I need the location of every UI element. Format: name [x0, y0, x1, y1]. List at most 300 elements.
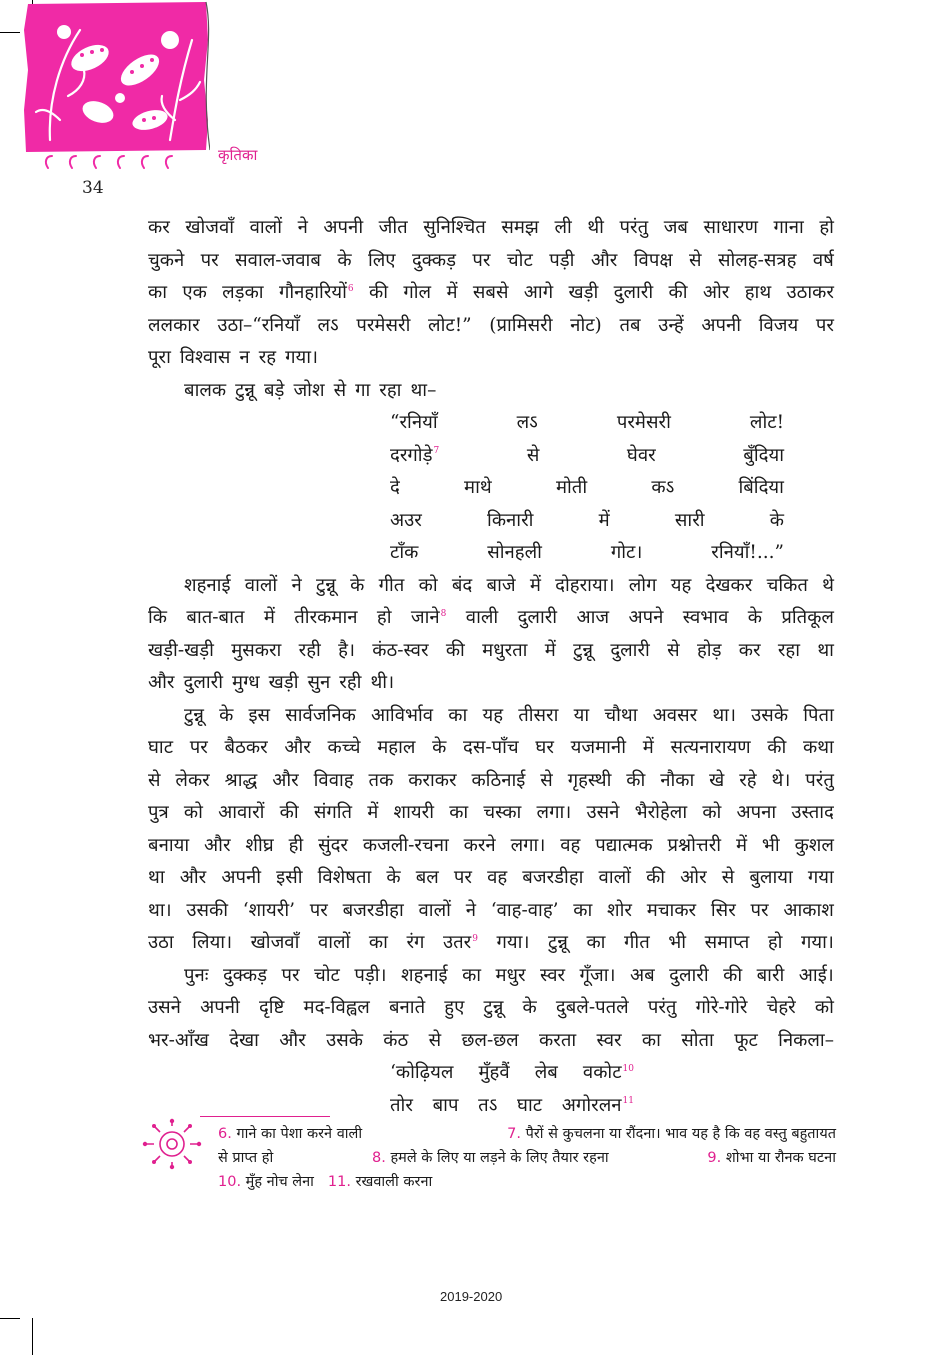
word: का	[368, 932, 388, 953]
word: थी	[587, 217, 604, 238]
word: बुलाया	[749, 867, 793, 888]
word: टुन्नू	[548, 932, 568, 953]
word: परंतु	[805, 769, 834, 791]
word: अपनी	[221, 867, 262, 888]
word: लऽ	[317, 314, 339, 336]
word: श्राद्ध	[224, 769, 258, 791]
verse-line	[390, 407, 784, 440]
word: थे।	[771, 769, 791, 791]
word: दुलारी	[183, 672, 224, 693]
word: में	[446, 282, 458, 303]
word: इस	[248, 704, 271, 726]
word: किनारी	[487, 509, 534, 531]
word: वालों	[418, 899, 451, 921]
word: दुलारी	[610, 639, 650, 661]
word: समझ	[501, 217, 539, 238]
word: चुकने	[148, 249, 185, 271]
word: कठिनाई	[471, 769, 526, 791]
word: और	[279, 1029, 306, 1051]
footnote-rule	[200, 1116, 330, 1117]
paragraph-line	[148, 570, 834, 603]
word: बुँदिया	[743, 444, 784, 466]
paragraph-line	[148, 830, 834, 863]
word: को	[183, 802, 203, 823]
word: न	[239, 347, 250, 368]
word: स्वभाव	[682, 607, 729, 628]
word: कर	[148, 217, 170, 238]
word: फूट	[734, 1029, 758, 1051]
paragraph-line	[148, 667, 834, 700]
word: घाट	[517, 1094, 543, 1116]
word: ने	[291, 574, 302, 596]
word: लेकर	[175, 769, 210, 791]
word: या	[573, 704, 590, 726]
word: की	[279, 802, 299, 823]
word: सार्वजनिक	[285, 704, 356, 726]
word: अगोरलन$^{11}$	[561, 1094, 634, 1116]
word: कराकर	[408, 769, 457, 791]
word: खड़ी	[568, 282, 599, 303]
word: सुनिश्चित	[423, 217, 486, 238]
word: गीत	[378, 574, 405, 596]
academic-year: 2019-2020	[440, 1289, 503, 1304]
word: दुलारी	[613, 282, 654, 303]
paragraph-line	[148, 992, 834, 1025]
word: में	[529, 574, 541, 596]
word: नोट)	[570, 314, 602, 336]
crop-mark	[0, 32, 20, 33]
word: में	[642, 737, 654, 758]
footnote-text: मुँह नोच लेना	[245, 1174, 314, 1190]
paragraph-line	[148, 212, 834, 245]
word: सुंदर	[318, 834, 348, 856]
word: और	[179, 867, 207, 888]
word: शहनाई	[184, 574, 231, 596]
word: अवसर	[652, 704, 698, 726]
word: बालक	[184, 379, 227, 401]
word: को	[702, 802, 722, 823]
word: उसके	[326, 1029, 363, 1051]
word: उन्हें	[658, 314, 684, 336]
word: में	[367, 802, 379, 823]
word: का	[148, 282, 167, 303]
word: को	[418, 574, 438, 596]
word: आई।	[798, 964, 834, 986]
paragraph-line	[148, 862, 834, 895]
word: से	[148, 769, 161, 791]
footnote-marker: 7	[433, 446, 440, 457]
word: कच्चे	[327, 737, 361, 758]
word: इसी	[276, 867, 303, 888]
word: में	[263, 607, 275, 628]
word: तब	[619, 314, 641, 336]
footnote-marker: 11	[622, 1096, 634, 1107]
word: दुक्कड़	[411, 249, 456, 271]
word: यह	[670, 574, 692, 596]
word: देखा	[229, 1029, 259, 1051]
word: ही	[288, 834, 304, 856]
word: से	[667, 639, 680, 661]
word: बजरडीहा	[342, 899, 404, 921]
word: वकोट$^{10}$	[582, 1062, 634, 1083]
word: से	[333, 379, 347, 401]
word: रही	[339, 672, 362, 693]
word: “रनियाँ	[390, 412, 438, 433]
footnote-number: 9.	[707, 1150, 722, 1166]
word: विवाह	[313, 769, 354, 791]
footnote-marker: 9	[472, 933, 478, 944]
paragraph-line	[148, 245, 834, 278]
word: बात-बात	[186, 607, 245, 628]
word: गया।	[800, 932, 834, 953]
paragraph-line	[148, 602, 834, 635]
word: पिता	[803, 704, 834, 726]
word: ने	[465, 899, 476, 921]
word: पर	[189, 737, 208, 758]
word: से	[428, 1029, 442, 1051]
page-number: 34	[82, 178, 104, 198]
book-title: कृतिका	[218, 146, 258, 164]
word: हो	[767, 932, 783, 953]
word: तऽ	[478, 1094, 498, 1116]
word: चौथा	[604, 704, 638, 726]
word: दे	[390, 477, 400, 498]
word: सोनहली	[487, 542, 542, 563]
word: था।	[148, 899, 172, 921]
word: अपनी	[701, 314, 742, 336]
word: अपनी	[200, 997, 240, 1018]
crop-mark	[0, 1318, 20, 1319]
word: सुन	[307, 672, 331, 693]
footnote-text: हमले के लिए या लड़ने के लिए तैयार रहना	[390, 1150, 609, 1166]
word: गृहस्थी	[567, 769, 612, 791]
word: यह	[482, 704, 504, 726]
word: पूरा	[148, 347, 171, 368]
word: से	[526, 444, 540, 466]
word: गया।	[285, 347, 319, 368]
word: कुशल	[794, 834, 834, 856]
word: उठाकर	[786, 282, 834, 303]
word: हो	[376, 607, 392, 628]
word: रंग	[406, 932, 425, 953]
word: टुन्नू	[316, 574, 336, 596]
word: दरगोड़े$^7$	[390, 444, 440, 466]
verse-line	[390, 1090, 634, 1123]
word: सवाल-जवाब	[235, 249, 321, 271]
word: हुए	[444, 997, 465, 1018]
word: और	[590, 249, 618, 271]
verse-line	[390, 537, 784, 570]
word: वर्ष	[812, 249, 834, 271]
word: से	[540, 769, 553, 791]
word: लगा।	[536, 802, 572, 823]
word: तीसरा	[518, 704, 559, 726]
word: अउर	[390, 509, 422, 531]
word: ओर	[680, 867, 707, 888]
word: पर	[309, 899, 328, 921]
verse-line	[390, 472, 784, 505]
word: ‘वाह-वाह’	[490, 899, 559, 921]
verse-line	[390, 1057, 634, 1090]
paragraph-line	[148, 1025, 834, 1058]
word: छल-छल	[461, 1029, 519, 1051]
word: रनियाँ!...”	[711, 542, 784, 563]
word: साधारण	[703, 217, 758, 238]
word: प्रश्नोत्तरी	[667, 834, 722, 856]
word: उस्ताद	[791, 802, 834, 823]
word: दुबले-पतले	[555, 997, 629, 1018]
word: लिए	[367, 249, 396, 271]
word: आविर्भाव	[371, 704, 434, 726]
word: अब	[629, 964, 655, 986]
word: सबसे	[472, 282, 509, 303]
word: करने	[463, 834, 496, 856]
word: चोट	[314, 964, 340, 986]
word: मचाकर	[646, 899, 697, 921]
word: मुसकरा	[231, 639, 282, 661]
word: खोजवाँ	[185, 217, 235, 238]
word: पर	[200, 249, 219, 271]
word: गोल	[403, 282, 432, 303]
word: नौका	[660, 769, 695, 791]
word: का	[641, 1029, 661, 1051]
word: पुत्र	[148, 802, 169, 823]
intro-line	[148, 375, 834, 408]
word: बिंदिया	[738, 477, 784, 498]
word: की	[369, 282, 388, 303]
word: बाजे	[486, 574, 516, 596]
word: खोजवाँ	[250, 932, 300, 953]
word: निकला–	[778, 1029, 834, 1051]
word: सत्यनारायण	[670, 737, 751, 758]
word: पड़ी	[549, 249, 575, 271]
crop-mark	[32, 1318, 33, 1355]
word: और	[284, 737, 311, 758]
word: सिर	[710, 899, 736, 921]
footnote-number: 11.	[327, 1174, 351, 1190]
word: दृष्टि	[258, 997, 285, 1018]
paragraph-line	[148, 797, 834, 830]
word: गोरे-गोरे	[695, 997, 748, 1018]
paragraph-line	[148, 277, 834, 310]
word: स्वर	[540, 964, 566, 986]
word: लगा।	[510, 834, 546, 856]
word: लोट!”	[428, 314, 472, 336]
word: के	[432, 737, 447, 758]
footnotes	[218, 1122, 836, 1194]
word: के	[747, 607, 762, 628]
word: महाल	[377, 737, 416, 758]
word: गीत	[623, 932, 650, 953]
footnote-line	[218, 1122, 836, 1146]
word: मधुर	[495, 964, 526, 986]
word: होड़	[696, 639, 722, 661]
word: भी	[761, 834, 780, 856]
word: गोट।	[610, 542, 643, 563]
word: विपक्ष	[633, 249, 673, 271]
word: बनाया	[148, 834, 190, 856]
word: प्रतिकूल	[781, 607, 834, 628]
word: बाप	[432, 1094, 459, 1116]
word: बैठकर	[224, 737, 268, 758]
paragraph-line	[148, 635, 834, 668]
word: तोर	[390, 1094, 413, 1116]
footnote-text: रखवाली करना	[355, 1174, 433, 1190]
word: उसने	[148, 997, 181, 1018]
word: वालों	[244, 574, 278, 596]
word: विशेषता	[317, 867, 372, 888]
word: सोता	[681, 1029, 714, 1051]
word: और	[204, 834, 231, 856]
word: गया।	[496, 932, 530, 953]
word: ‘शायरी’	[242, 899, 296, 921]
paragraph-line	[148, 927, 834, 960]
word: से	[689, 249, 702, 271]
word: में	[544, 639, 556, 661]
word: उसकी	[186, 899, 229, 921]
word: है।	[338, 639, 355, 661]
word: गौनहारियों$^6$	[278, 282, 354, 303]
word: वालों	[249, 217, 283, 238]
word: कंठ-स्वर	[372, 639, 429, 661]
footnote-line	[218, 1146, 836, 1170]
word: यजमानी	[570, 737, 626, 758]
word: परमेसरी	[356, 314, 411, 336]
word: एक	[182, 282, 207, 303]
footnote-text: से प्राप्त हो	[218, 1150, 274, 1166]
word: जीत	[378, 217, 408, 238]
footnote-number: 7.	[507, 1126, 522, 1142]
word: अपना	[736, 802, 777, 823]
paragraph-line	[148, 960, 834, 993]
word: ललकार	[148, 314, 200, 336]
word: समाप्त	[704, 932, 750, 953]
verse-line	[390, 440, 784, 473]
word: कजली-रचना	[362, 834, 449, 856]
word: था	[817, 639, 834, 661]
footnote-number: 6.	[218, 1126, 232, 1142]
footnote-marker: 6	[347, 283, 354, 294]
word: संगति	[313, 802, 353, 823]
word: मुग्ध	[232, 672, 260, 693]
word: चेहरे	[766, 997, 796, 1018]
word: उतर$^9$	[442, 932, 478, 953]
word: में	[598, 509, 610, 531]
word: की	[445, 639, 465, 661]
word: बनाते	[388, 997, 426, 1018]
word: जब	[663, 217, 688, 238]
word: रह	[258, 347, 277, 368]
word: की	[626, 769, 646, 791]
word: लोट!	[749, 412, 784, 433]
word: अपने	[628, 607, 664, 628]
word: लोग	[628, 574, 657, 596]
word: के	[522, 997, 537, 1018]
word: विजय	[758, 314, 799, 336]
word: खे	[709, 769, 725, 791]
word: पद्यात्मक	[595, 834, 653, 856]
word: जोश	[293, 379, 325, 401]
word: बजरडीहा	[522, 867, 584, 888]
footnote-text: शोभा या रौनक घटना	[725, 1150, 836, 1166]
word: पर	[453, 867, 472, 888]
word: हाथ	[744, 282, 772, 303]
word: वालों	[317, 932, 351, 953]
footnote-number: 10.	[218, 1174, 242, 1190]
word: ली	[554, 217, 572, 238]
word: शीघ्र	[245, 834, 274, 856]
word: मोती	[555, 477, 588, 498]
word: पड़ी।	[354, 964, 387, 986]
word: पर	[281, 964, 300, 986]
word: का	[586, 932, 606, 953]
word: था	[148, 867, 165, 888]
word: दोहराया।	[555, 574, 615, 596]
word: की	[646, 867, 666, 888]
word: दुलारी	[669, 964, 709, 986]
word: हो	[819, 217, 834, 238]
word: खड़ी-खड़ी	[148, 639, 214, 661]
word: मधुरता	[482, 639, 528, 661]
word: उठा–“रनियाँ	[217, 314, 300, 336]
word: का	[462, 964, 482, 986]
word: तक	[368, 769, 394, 791]
word: टुन्नू	[235, 379, 255, 401]
word: टुन्नू	[573, 639, 594, 661]
word: बल	[415, 867, 439, 888]
word: बड़े	[263, 379, 285, 401]
word: लेब	[534, 1062, 558, 1083]
paragraph-line	[148, 342, 834, 375]
word: कंठ	[383, 1029, 409, 1051]
word: उठा	[148, 932, 174, 953]
footnote-text: पैरों से कुचलना या रौंदना। भाव यह है कि वह वस्तु बहुतायत	[525, 1126, 836, 1142]
word: के	[337, 249, 352, 271]
word: में	[735, 834, 748, 856]
word: कि	[148, 607, 167, 628]
word: थे	[822, 574, 834, 596]
word: की	[767, 737, 787, 758]
word: करता	[539, 1029, 577, 1051]
word: आकाश	[783, 899, 834, 921]
word: (प्रामिसरी	[489, 314, 553, 336]
word: देखकर	[705, 574, 753, 596]
paragraph-line	[148, 895, 834, 928]
word: लऽ	[516, 412, 538, 433]
word: लिया।	[192, 932, 233, 953]
word: बारी	[756, 964, 785, 986]
word: सोलह-सत्रह	[717, 249, 797, 271]
word: रहा	[379, 379, 402, 401]
word: वाली	[465, 607, 499, 628]
footnote-text: गाने का पेशा करने वाली	[236, 1126, 363, 1142]
main-text	[148, 212, 834, 1122]
word: मुँहवैं	[478, 1062, 510, 1083]
word: कऽ	[651, 477, 675, 498]
word: सारी	[674, 509, 705, 531]
word: ने	[297, 217, 308, 238]
word: शायरी	[393, 802, 435, 823]
word: का	[573, 899, 593, 921]
word: परमेसरी	[616, 412, 671, 433]
word: टुन्नू	[483, 997, 504, 1018]
word: चकित	[766, 574, 808, 596]
word: आवारों	[218, 802, 265, 823]
footnote-marker: 8	[440, 608, 447, 619]
word: गाना	[773, 217, 804, 238]
word: चोट	[506, 249, 533, 271]
word: भी	[668, 932, 687, 953]
